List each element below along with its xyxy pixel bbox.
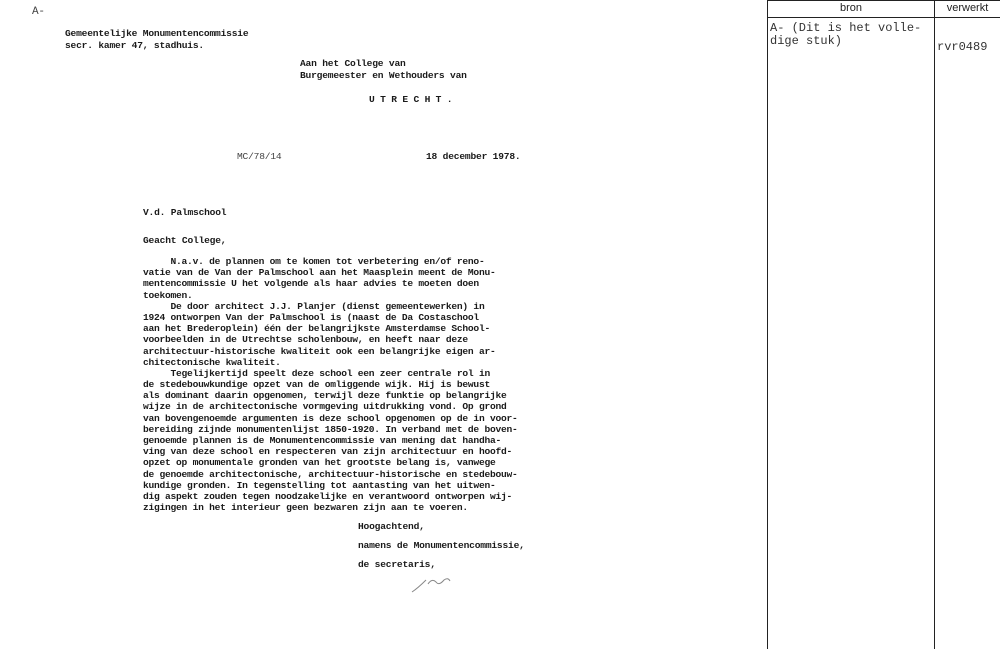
- body-line: voorbeelden in de Utrechtse scholenbouw, en heeft naar deze: [143, 334, 468, 346]
- body-line: de stedebouwkundige opzet van de omliggende wijk. Hij is bewust: [143, 379, 490, 391]
- body-line: aan het Brederoplein) één der belangrijkste Amsterdamse School-: [143, 323, 490, 335]
- bron-value: A- (Dit is het volle- dige stuk): [770, 21, 922, 48]
- table-header-divider: [767, 17, 1000, 18]
- sender-line-1: Gemeentelijke Monumentencommissie: [65, 28, 249, 39]
- body-line: vatie van de Van der Palmschool aan het Maasplein meent de Monu-: [143, 267, 496, 279]
- addressee-line-2: Burgemeester en Wethouders van: [300, 70, 467, 81]
- verwerkt-value: rvr0489: [937, 40, 988, 54]
- subject: V.d. Palmschool: [143, 207, 227, 218]
- closing-greeting: Hoogachtend,: [358, 521, 425, 532]
- addressee-city: U T R E C H T .: [369, 94, 453, 105]
- body-line: de genoemde architectonische, architectuur-historische en stedebouw-: [143, 468, 518, 480]
- closing-secretary: de secretaris,: [358, 559, 436, 570]
- document-mark: A-: [32, 6, 45, 18]
- body-line: kundige gronden. In tegenstelling tot aantasting van het uitwen-: [143, 479, 496, 491]
- letter-body: [143, 256, 518, 513]
- addressee-line-1: Aan het College van: [300, 58, 406, 69]
- header-verwerkt: verwerkt: [946, 2, 989, 14]
- body-line: opzet op monumentale gronden van het grootste belang is, vanwege: [143, 457, 496, 469]
- body-line: wijze in de architectonische vormgeving uitdrukking vond. Op grond: [143, 401, 507, 413]
- body-line: 1924 ontworpen Van der Palmschool is (naast de Da Costaschool: [143, 311, 479, 323]
- body-line: architectuur-historische kwaliteit ook een belangrijke eigen ar-: [143, 345, 496, 357]
- table-divider: [767, 0, 768, 649]
- body-line: bereiding zijnde monumentenlijst 1850-1920. In verband met de boven-: [143, 423, 518, 435]
- table-divider: [934, 0, 935, 649]
- body-line: dig aspekt zouden tegen noodzakelijke en verantwoord ontworpen wij-: [143, 490, 512, 502]
- body-line: chitectonische kwaliteit.: [143, 356, 281, 368]
- body-line: De door architect J.J. Planjer (dienst gemeentewerken) in: [143, 300, 485, 312]
- body-line: ving van deze school en respecteren van zijn architectuur en hoofd-: [143, 446, 512, 458]
- signature: [400, 572, 460, 597]
- header-bron: bron: [839, 2, 863, 14]
- salutation: Geacht College,: [143, 235, 227, 246]
- body-line: van bovengenoemde argumenten is deze school opgenomen op de in voor-: [143, 412, 518, 424]
- body-line: mentencommissie U het volgende als haar advies te moeten doen: [143, 278, 479, 290]
- sender-line-2: secr. kamer 47, stadhuis.: [65, 40, 204, 51]
- body-line: toekomen.: [143, 289, 193, 301]
- reference-number: MC/78/14: [237, 151, 282, 162]
- table-border: [767, 0, 1000, 1]
- letter-date: 18 december 1978.: [426, 151, 521, 162]
- body-line: zigingen in het interieur geen bezwaren zijn aan te voeren.: [143, 502, 468, 514]
- body-line: genoemde plannen is de Monumentencommissie van mening dat handha-: [143, 435, 501, 446]
- body-line: als dominant daarin opgenomen, terwijl deze funktie op belangrijke: [143, 390, 507, 402]
- closing-signatory: namens de Monumentencommissie,: [358, 540, 525, 551]
- body-line: N.a.v. de plannen om te komen tot verbetering en/of reno-: [143, 256, 485, 267]
- body-line: Tegelijkertijd speelt deze school een zeer centrale rol in: [143, 367, 490, 379]
